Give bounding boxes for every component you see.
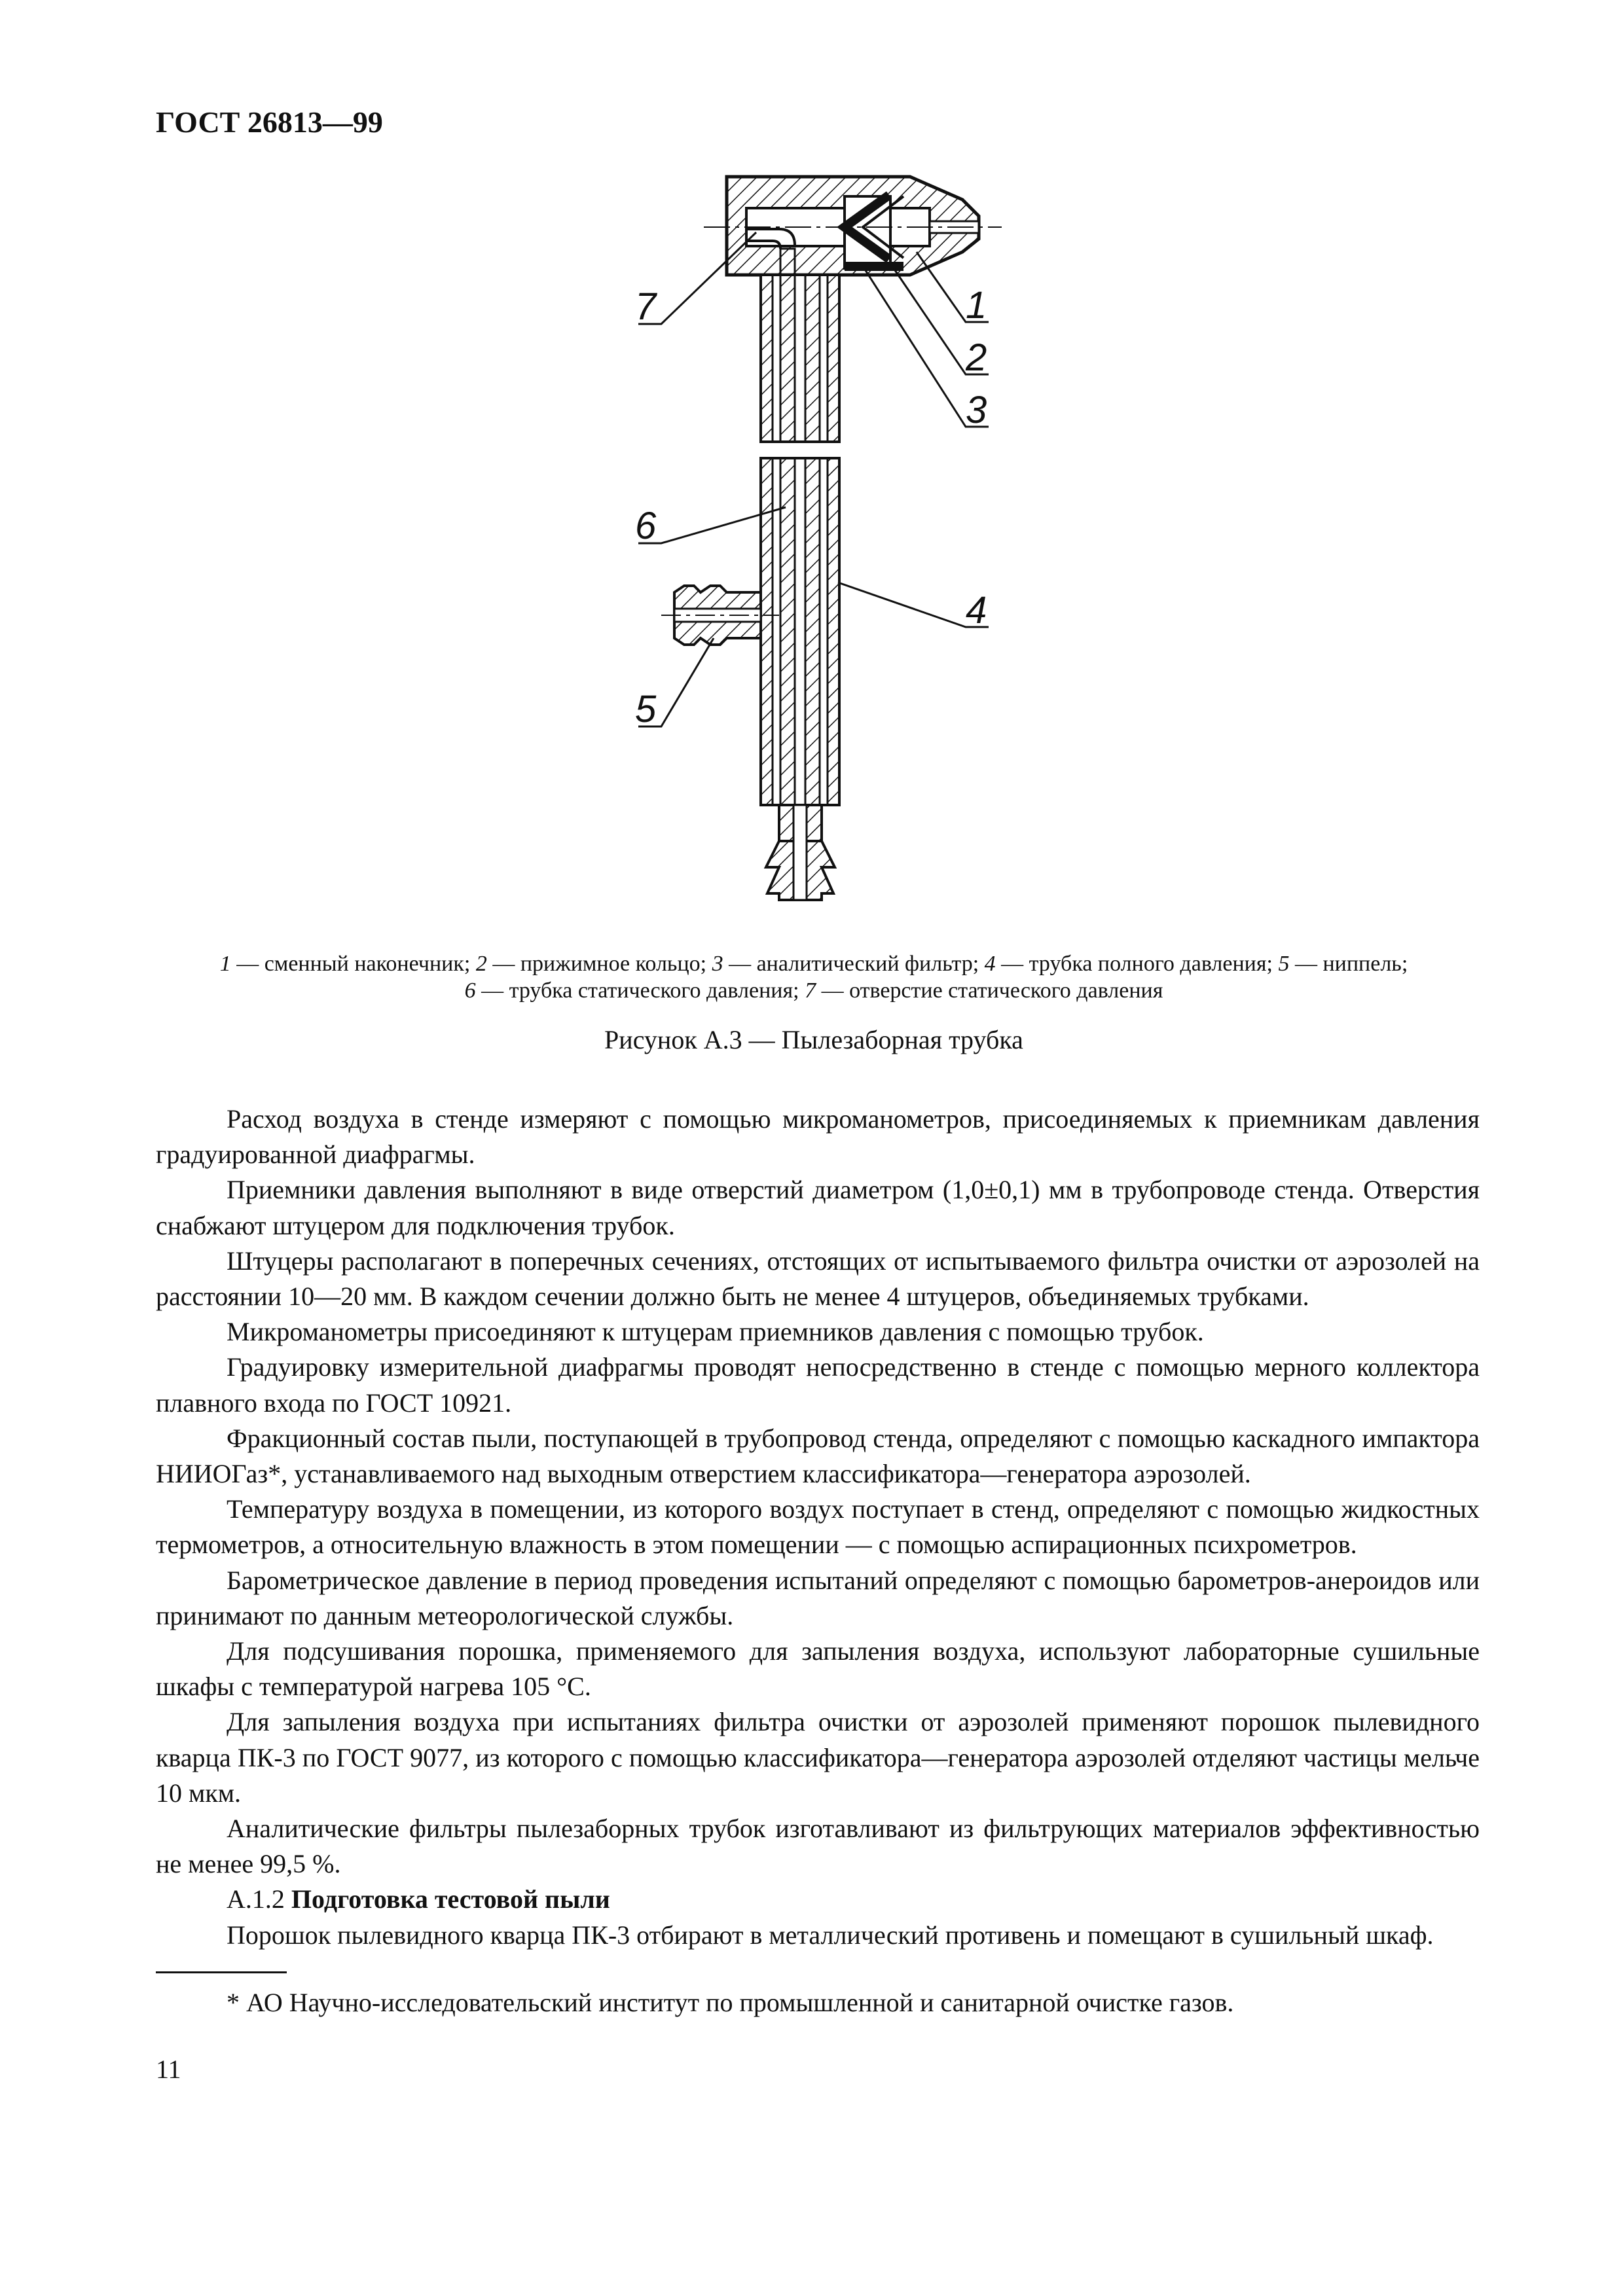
document-header: ГОСТ 26813—99: [156, 105, 383, 139]
figure-title: Рисунок А.3 — Пылезаборная трубка: [604, 1025, 1023, 1054]
legend-text: — трубка статического давления;: [475, 978, 805, 1003]
footnote: * АО Научно-исследовательский институт по промышленной и санитарной очистке газов.: [227, 1988, 1234, 2017]
paragraph: Градуировку измерительной диафрагмы проводят непосредственно в стенде с помощью мерного коллектора плавного входа по ГОСТ 10921.: [156, 1352, 1480, 1418]
sampler-head: [704, 177, 1002, 275]
section-heading: [156, 1882, 1480, 1917]
legend-num: 4: [984, 952, 996, 976]
paragraph: Аналитические фильтры пылезаборных трубок изготавливают из фильтрующих материалов эффективностью не менее 99,5 %.: [156, 1814, 1480, 1879]
paragraph: Расход воздуха в стенде измеряют с помощью микроманометров, присоединяемых к приемникам давления градуированной диафрагмы.: [156, 1104, 1480, 1170]
paragraph: Порошок пылевидного кварца ПК-3 отбирают в металлический противень и помещают в сушильный шкаф.: [227, 1920, 1434, 1950]
page-number: 11: [156, 2054, 181, 2084]
legend-num: 7: [805, 978, 816, 1003]
label-3: 3: [966, 389, 987, 431]
legend-text: — ниппель;: [1289, 952, 1408, 976]
label-4: 4: [966, 589, 987, 632]
legend-text: — отверстие статического давления: [816, 978, 1163, 1003]
paragraph: Барометрическое давление в период проведения испытаний определяют с помощью барометров-анероидов или принимают по данным метеорологической службы.: [156, 1565, 1480, 1630]
paragraph: Для запыления воздуха при испытаниях фильтра очистки от аэрозолей применяют порошок пылевидного кварца ПК-3 по ГОСТ 9077, из которого с помощью классификатора—генератора аэрозолей отделяют частицы мельче 10 мкм.: [156, 1707, 1480, 1808]
label-5: 5: [635, 688, 657, 730]
paragraph: Штуцеры располагают в поперечных сечениях, отстоящих от испытываемого фильтра очистки от аэрозолей на расстоянии 10—20 мм. В каждом сечении должно быть не менее 4 штуцеров, объединяемых трубками.: [156, 1246, 1480, 1312]
legend-line-1: [156, 950, 1472, 977]
legend-text: — сменный наконечник;: [230, 952, 476, 976]
figure-legend: [156, 950, 1472, 1004]
label-7: 7: [635, 285, 657, 328]
paragraph: Температуру воздуха в помещении, из которого воздух поступает в стенд, определяют с помощью жидкостных термометров, а относительную влажность в этом помещении — с помощью аспирационных психрометров.: [156, 1494, 1480, 1560]
paragraph: Фракционный состав пыли, поступающей в трубопровод стенда, определяют с помощью каскадного импактора НИИОГаз*, устанавливаемого над выходным отверстием классификатора—генератора аэрозолей.: [156, 1423, 1480, 1489]
paragraph: Приемники давления выполняют в виде отверстий диаметром (1,0±0,1) мм в трубопроводе стенда. Отверстия снабжают штуцером для подключения трубок.: [156, 1175, 1480, 1240]
legend-num: 5: [1278, 952, 1290, 976]
legend-num: 1: [219, 952, 231, 976]
label-2: 2: [966, 336, 987, 379]
legend-text: — аналитический фильтр;: [723, 952, 985, 976]
section-number: А.1.2: [227, 1884, 291, 1914]
legend-num: 3: [712, 952, 723, 976]
legend-num: 6: [464, 978, 476, 1003]
body-text: [156, 1102, 1480, 1953]
footnote-divider: [156, 1971, 287, 1973]
paragraph: Для подсушивания порошка, применяемого для запыления воздуха, используют лабораторные сушильные шкафы с температурой нагрева 105 °С.: [156, 1636, 1480, 1702]
legend-line-2: [156, 977, 1472, 1004]
paragraph: Микроманометры присоединяют к штуцерам приемников давления с помощью трубок.: [227, 1317, 1204, 1347]
legend-text: — трубка полного давления;: [995, 952, 1279, 976]
nipple: [661, 586, 779, 645]
section-title: Подготовка тестовой пыли: [291, 1884, 610, 1914]
legend-num: 2: [475, 952, 487, 976]
total-pressure-tube-lower: [761, 458, 839, 900]
legend-text: — прижимное кольцо;: [486, 952, 712, 976]
label-1: 1: [966, 284, 987, 327]
dust-sampling-tube-drawing: [0, 0, 1623, 929]
label-6: 6: [635, 505, 657, 547]
